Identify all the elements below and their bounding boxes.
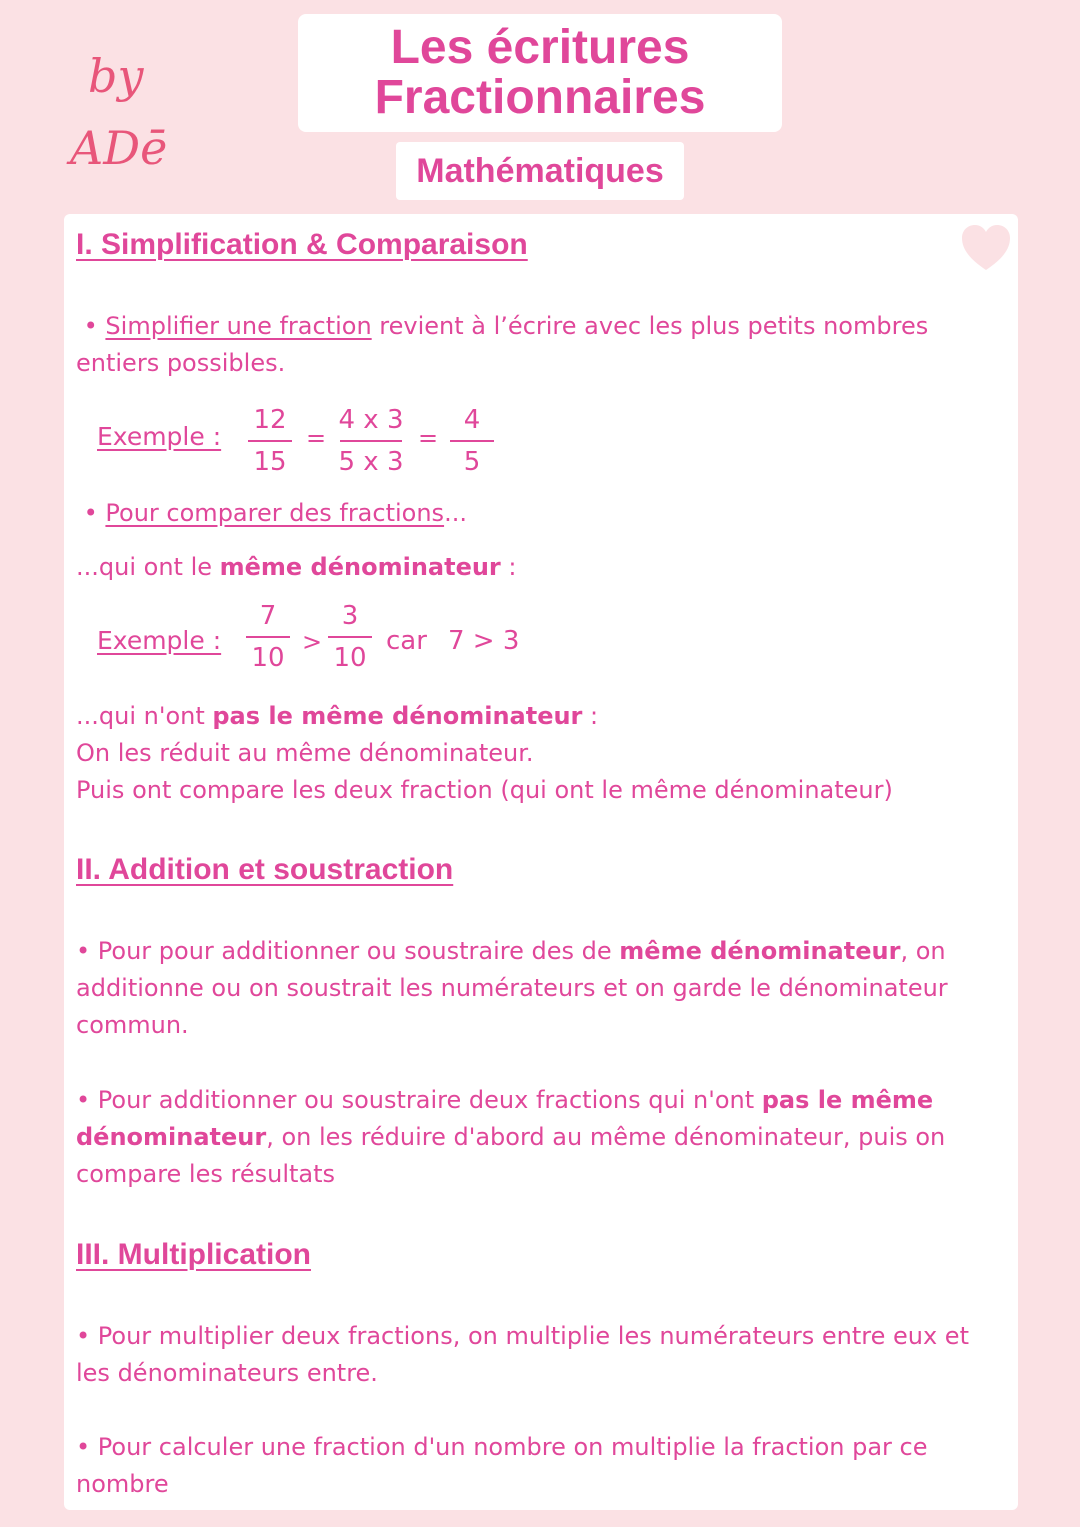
- section-2-paragraph-1: [76, 933, 1004, 1044]
- numerator: 4 x 3: [338, 405, 404, 435]
- section-3-paragraph-1: • Pour multiplier deux fractions, on multiplie les numérateurs entre eux et les dénominateurs entre.: [76, 1322, 969, 1387]
- section-3-heading: III. Multiplication: [76, 1238, 311, 1271]
- bullet-dot: •: [76, 312, 106, 340]
- fraction-bar: [328, 636, 372, 638]
- p2-bold: pas le même dénominateur: [76, 1086, 934, 1151]
- ellipsis: ...: [444, 499, 467, 527]
- diff-den-suffix: :: [582, 702, 599, 730]
- denominator: 10: [251, 643, 285, 673]
- greater-than-sign: >: [302, 628, 323, 656]
- compare-term: Pour comparer des fractions: [105, 499, 445, 527]
- example-2-label: Exemple :: [97, 626, 222, 655]
- denominator: 5: [463, 447, 481, 477]
- same-den-suffix: :: [500, 553, 517, 581]
- title-line-2: Fractionnaires: [374, 71, 706, 124]
- numerator: 3: [341, 601, 359, 631]
- fraction-bar: [340, 440, 402, 442]
- diff-den-bold: pas le même dénominateur: [212, 702, 583, 730]
- section-1-bullet-2: [76, 495, 467, 532]
- same-den-prefix: ...qui ont le: [76, 553, 220, 581]
- heart-icon: [958, 220, 1014, 276]
- numerator: 12: [253, 405, 287, 435]
- fraction-bar: [246, 636, 290, 638]
- p1-prefix: • Pour pour additionner ou soustraire des de: [76, 937, 620, 965]
- author-signature: [70, 40, 167, 184]
- denominator: 5 x 3: [338, 447, 404, 477]
- same-den-bold: même dénominateur: [219, 553, 501, 581]
- numerator: 4: [463, 405, 481, 435]
- signature-name: ADē: [70, 121, 168, 175]
- section-2-paragraph-2: [76, 1082, 1004, 1193]
- different-denominator-line: [76, 698, 598, 735]
- p2-prefix: • Pour additionner ou soustraire deux fractions qui n'ont: [76, 1086, 762, 1114]
- same-denominator-line: [76, 549, 517, 586]
- section-1-heading: I. Simplification & Comparaison: [76, 228, 528, 261]
- fraction-4-5: [444, 404, 500, 478]
- equals-sign: =: [306, 424, 327, 452]
- fraction-bar: [248, 440, 292, 442]
- simplify-term: Simplifier une fraction: [105, 312, 372, 340]
- subject-label: Mathématiques: [396, 142, 684, 200]
- diff-den-prefix: ...qui n'ont: [76, 702, 213, 730]
- title-line-1: Les écritures: [390, 21, 690, 74]
- section-1-bullet-1: [76, 308, 976, 382]
- denominator: 10: [333, 643, 367, 673]
- fraction-12-15: [242, 404, 298, 478]
- reduce-line: On les réduit au même dénominateur.: [76, 739, 534, 767]
- compare-line: Puis ont compare les deux fraction (qui ont le même dénominateur): [76, 776, 893, 804]
- equals-sign: =: [418, 424, 439, 452]
- p1-bold: même dénominateur: [619, 937, 901, 965]
- section-2-heading: II. Addition et soustraction: [76, 853, 454, 886]
- denominator: 15: [253, 447, 287, 477]
- comparison-reason: 7 > 3: [448, 626, 520, 656]
- numerator: 7: [259, 601, 277, 631]
- fraction-4x3-5x3: [334, 404, 408, 478]
- p1-suffix: , on additionne ou on soustrait les numérateurs et on garde le dénominateur commun.: [76, 937, 948, 1039]
- fraction-7-10: [240, 600, 296, 674]
- fraction-3-10: [322, 600, 378, 674]
- fraction-bar: [450, 440, 494, 442]
- signature-by: by: [88, 49, 144, 103]
- title-box: [298, 14, 782, 132]
- car-word: car: [386, 626, 427, 656]
- simplify-definition: revient à l’écrire avec les plus petits nombres entiers possibles.: [76, 312, 929, 377]
- bullet-dot: •: [76, 499, 106, 527]
- p2-suffix: , on les réduire d'abord au même dénominateur, puis on compare les résultats: [76, 1123, 946, 1188]
- example-1-label: Exemple :: [97, 422, 222, 451]
- section-3-paragraph-2: • Pour calculer une fraction d'un nombre on multiplie la fraction par ce nombre: [76, 1433, 928, 1498]
